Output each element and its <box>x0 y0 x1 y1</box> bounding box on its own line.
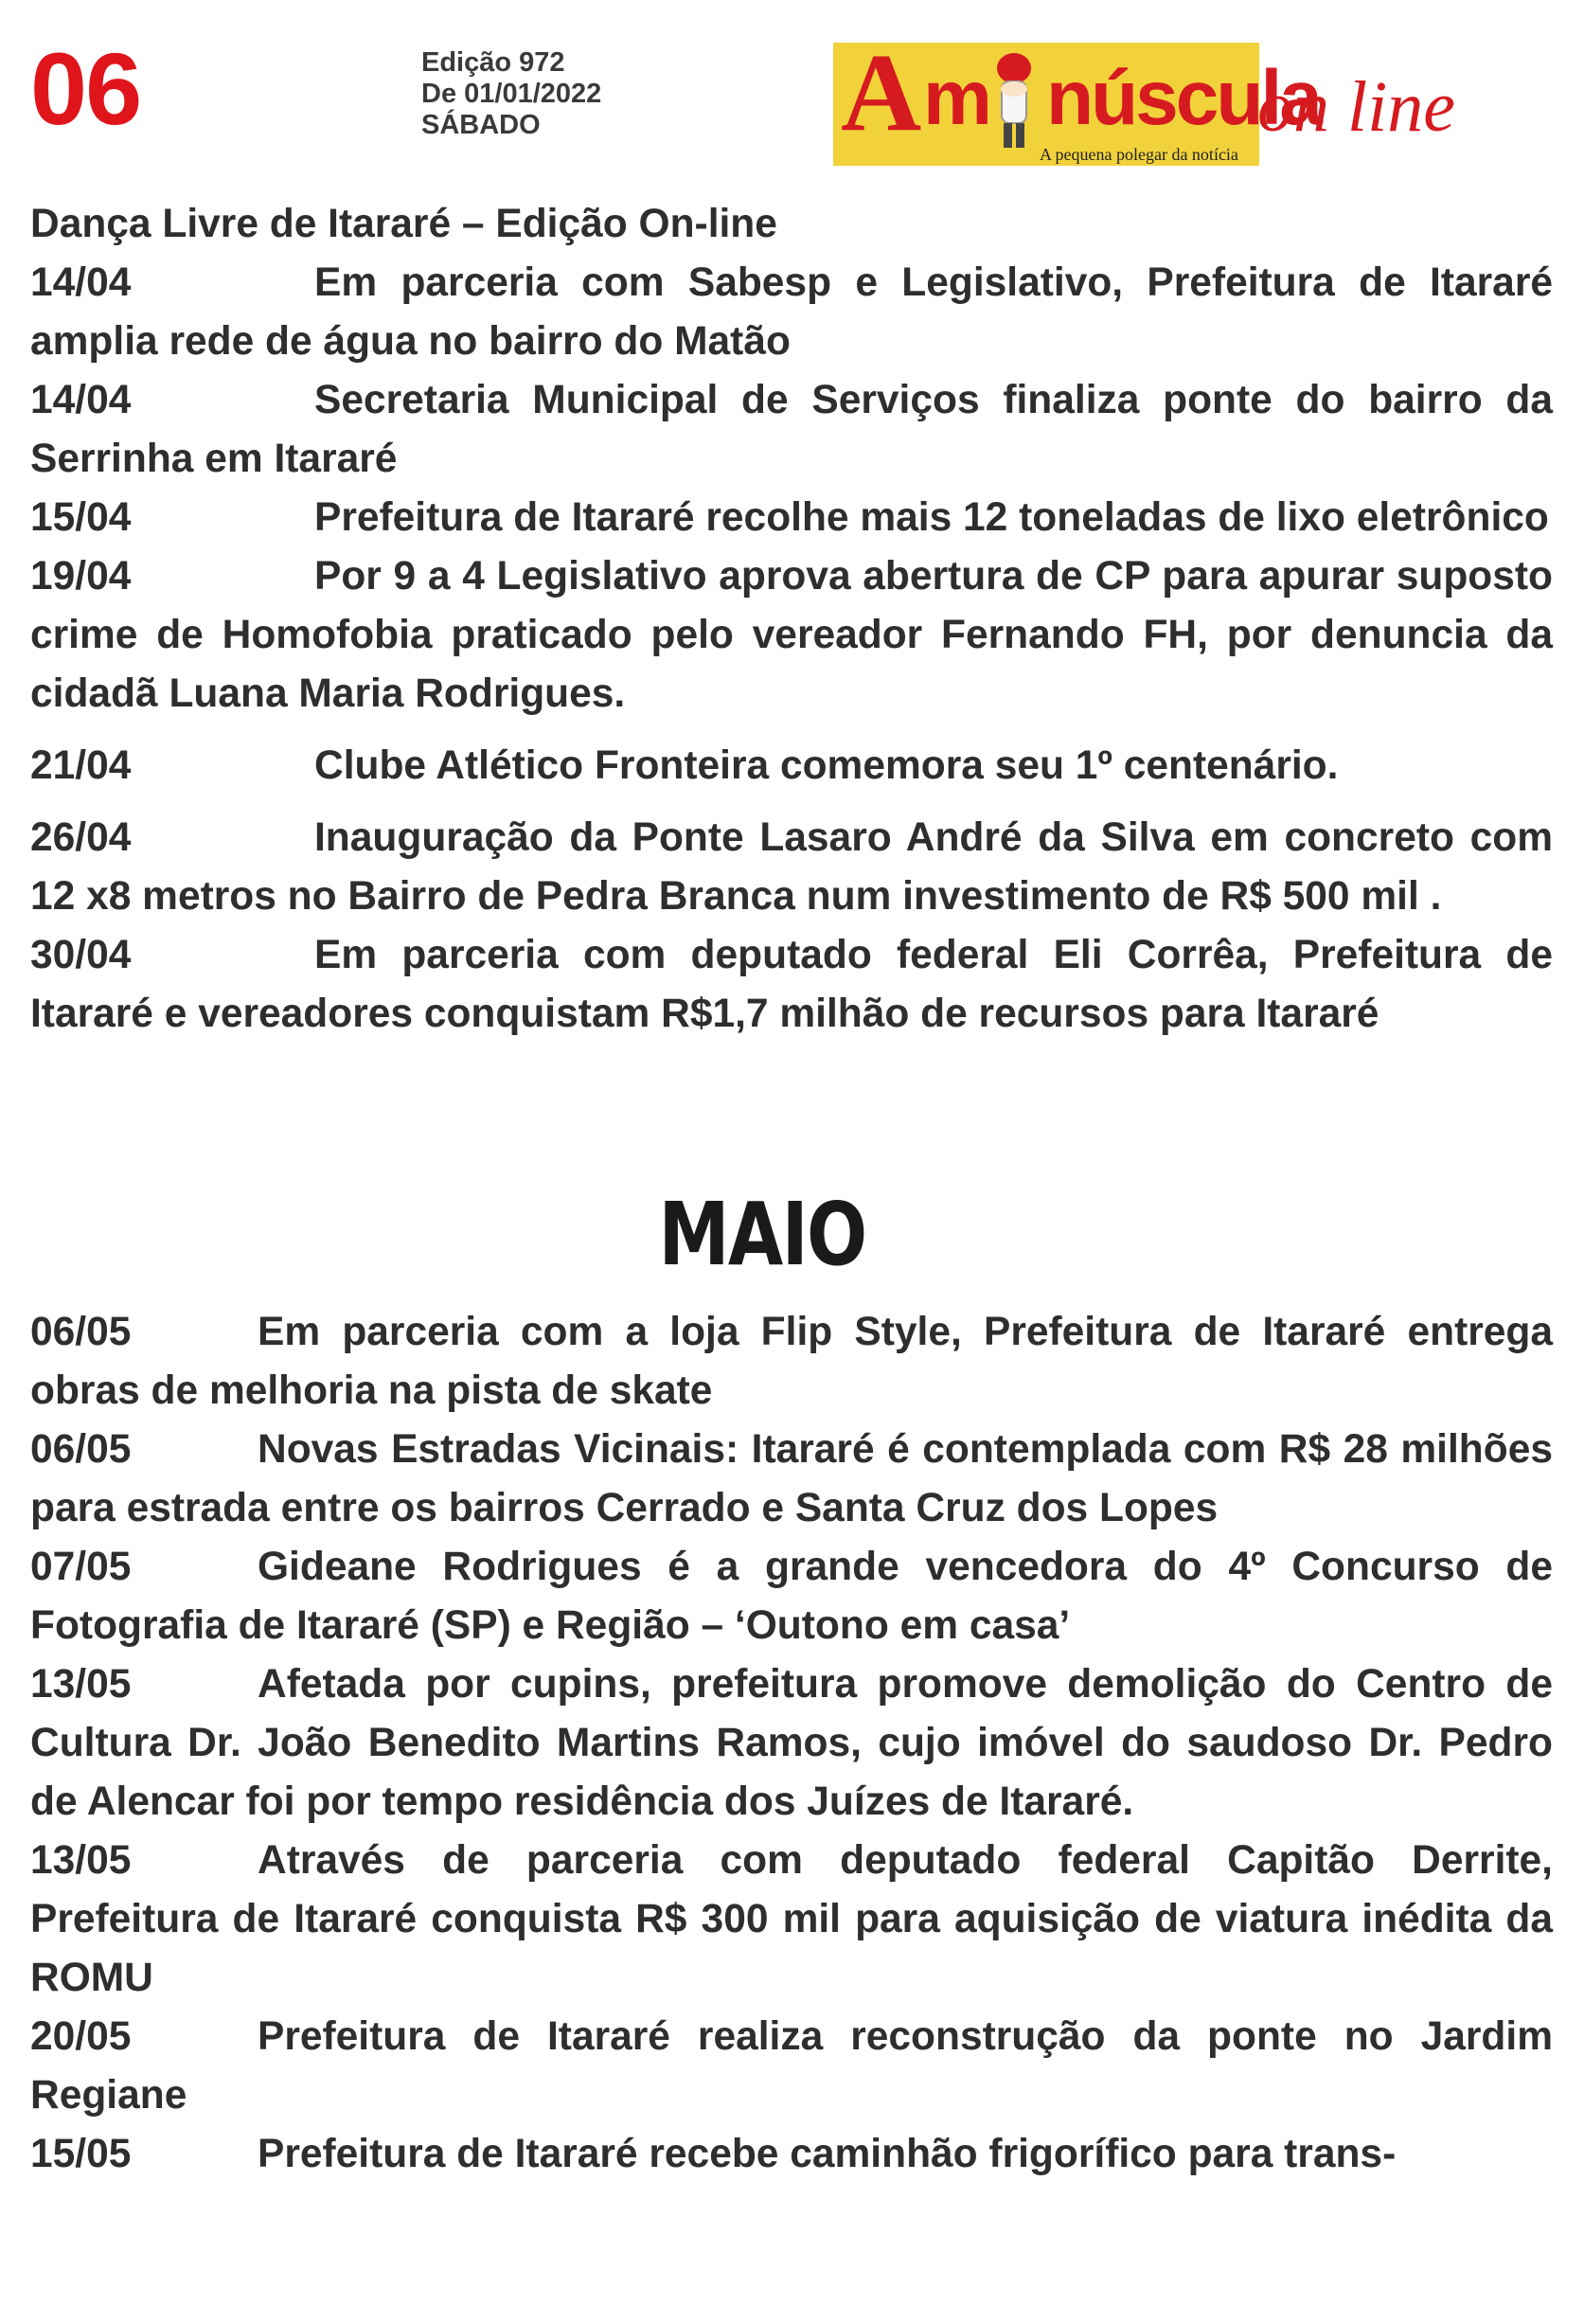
entry-text: Secretaria Municipal de Serviços finaliza ponte do bairro da Serrinha em Itararé <box>30 378 1553 481</box>
entry-date: 15/05 <box>30 2132 132 2176</box>
entry-text: Em parceria com deputado federal Eli Corrêa, Prefeitura de Itararé e vereadores conquistam R$1,7 milhão de recursos para Itararé <box>30 933 1553 1036</box>
news-entry <box>30 1421 1553 1538</box>
page-number: 06 <box>30 31 141 146</box>
edition-date: De 01/01/2022 <box>421 78 602 109</box>
news-entry <box>30 2125 1553 2184</box>
news-entry <box>30 371 1553 489</box>
entry-date: 20/05 <box>30 2014 132 2059</box>
entry-date: 14/04 <box>30 260 132 305</box>
thumb-mascot-icon <box>985 47 1043 152</box>
section-title-maio: MAIO <box>658 1184 866 1285</box>
news-entry <box>30 254 1553 371</box>
logo-tagline: A pequena polegar da notícia <box>1040 145 1238 164</box>
entry-text: Afetada por cupins, prefeitura promove demolição do Centro de Cultura Dr. João Benedito Martins Ramos, cujo imóvel do saudoso Dr. Pedro de Alencar foi por tempo residência dos Juízes de Itararé. <box>30 1662 1553 1824</box>
entry-date: 30/04 <box>30 933 132 977</box>
may-body <box>30 1303 1553 2184</box>
entry-date: 14/04 <box>30 378 132 422</box>
entry-date: 19/04 <box>30 554 132 599</box>
logo-title: núscula <box>1046 55 1320 141</box>
edition-number: Edição 972 <box>421 47 565 78</box>
entry-date: 06/05 <box>30 1427 132 1472</box>
news-entry <box>30 489 1553 547</box>
news-entry <box>30 547 1553 724</box>
news-entry <box>30 737 1553 796</box>
entry-date: 13/05 <box>30 1838 132 1883</box>
news-entry <box>30 809 1553 926</box>
april-list <box>30 254 1553 1044</box>
news-entry <box>30 926 1553 1044</box>
newspaper-logo <box>833 30 1534 175</box>
entry-text: Prefeitura de Itararé recebe caminhão frigorífico para trans- <box>258 2132 1397 2176</box>
entry-text: Gideane Rodrigues é a grande vencedora do 4º Concurso de Fotografia de Itararé (SP) e Região – ‘Outono em casa’ <box>30 1545 1553 1648</box>
news-entry <box>30 1303 1553 1421</box>
may-list <box>30 1303 1553 2184</box>
entry-date: 26/04 <box>30 815 132 860</box>
news-entry <box>30 2008 1553 2125</box>
entry-text: Por 9 a 4 Legislativo aprova abertura de CP para apurar suposto crime de Homofobia praticado pelo vereador Fernando FH, por denuncia da cidadã Luana Maria Rodrigues. <box>30 554 1553 716</box>
entry-text: Prefeitura de Itararé realiza reconstrução da ponte no Jardim Regiane <box>30 2014 1553 2118</box>
edition-info <box>421 47 601 140</box>
news-entry <box>30 1832 1553 2008</box>
entry-text: Clube Atlético Fronteira comemora seu 1º centenário. <box>314 743 1339 788</box>
news-entry <box>30 1655 1553 1832</box>
entry-date: 15/04 <box>30 495 132 540</box>
entry-text: Prefeitura de Itararé recolhe mais 12 toneladas de lixo eletrônico <box>314 495 1549 540</box>
logo-letter-a: A <box>841 30 922 154</box>
article-intro: Dança Livre de Itararé – Edição On-line <box>30 202 777 246</box>
entry-text: Novas Estradas Vicinais: Itararé é contemplada com R$ 28 milhões para estrada entre os bairros Cerrado e Santa Cruz dos Lopes <box>30 1427 1553 1530</box>
entry-text: Em parceria com a loja Flip Style, Prefeitura de Itararé entrega obras de melhoria na pista de skate <box>30 1310 1553 1413</box>
entry-date: 21/04 <box>30 743 132 788</box>
logo-online: on line <box>1257 67 1455 147</box>
entry-text: Através de parceria com deputado federal Capitão Derrite, Prefeitura de Itararé conquista R$ 300 mil para aquisição de viatura inédita da ROMU <box>30 1838 1553 2000</box>
entry-date: 06/05 <box>30 1310 132 1354</box>
entry-text: Inauguração da Ponte Lasaro André da Silva em concreto com 12 x8 metros no Bairro de Pedra Branca num investimento de R$ 500 mil . <box>30 815 1553 919</box>
entry-date: 13/05 <box>30 1662 132 1707</box>
article-body <box>30 195 1553 1044</box>
logo-letter-m: m <box>923 55 992 141</box>
entry-text: Em parceria com Sabesp e Legislativo, Prefeitura de Itararé amplia rede de água no bairro do Matão <box>30 260 1553 364</box>
entry-date: 07/05 <box>30 1545 132 1589</box>
news-entry <box>30 1538 1553 1655</box>
edition-weekday: SÁBADO <box>421 109 541 140</box>
